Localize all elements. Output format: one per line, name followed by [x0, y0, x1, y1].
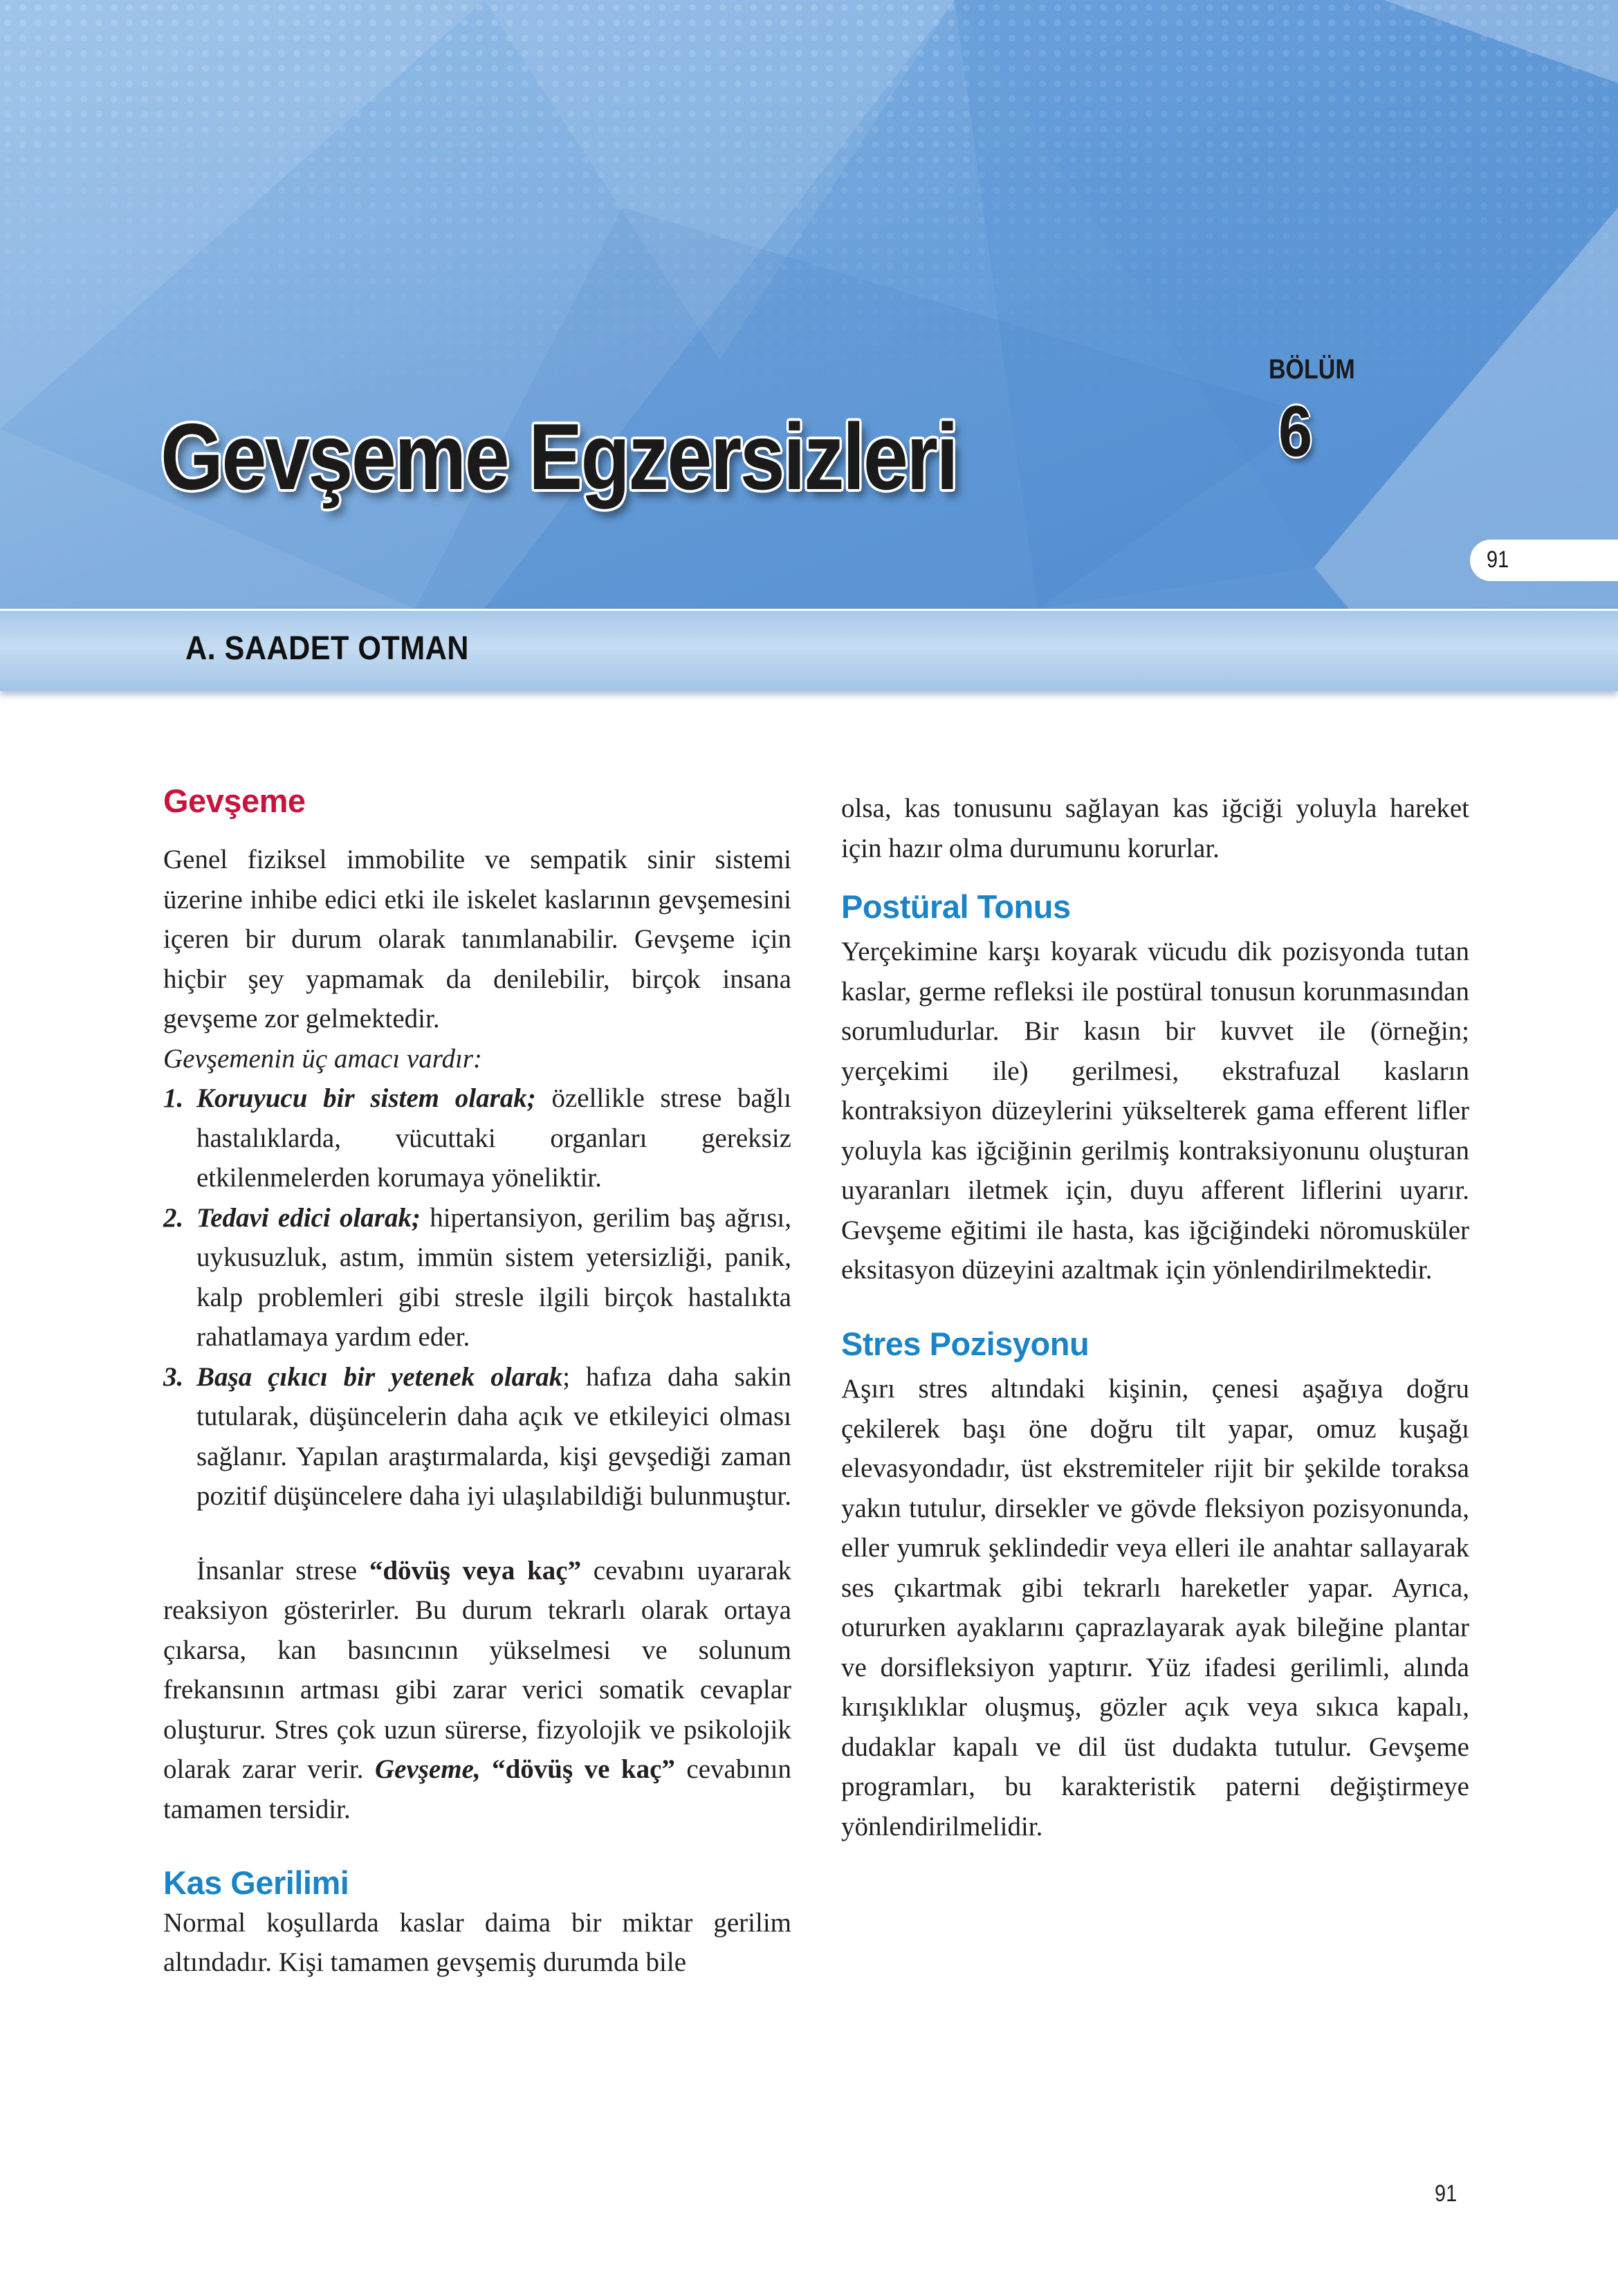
chapter-banner: [0, 0, 1618, 609]
intro-paragraph: Genel fiziksel immobilite ve sempatik sinir sistemi üzerine inhibe edici etki ile iskelet kaslarının gevşemesini içeren bir durum olarak tanımlanabilir. Gevşeme için hiçbir şey yapmamak da denilebilir, birçok insana gevşeme zor gelmektedir.: [163, 845, 791, 1034]
list-item-text: özellikle strese bağlı hastalıklarda, vücuttaki organları gereksiz etkilenmelerden korumaya yöneliktir.: [196, 1083, 791, 1193]
list-item-bold: Başa çıkıcı bir yetenek olarak: [196, 1361, 563, 1392]
aims-intro: Gevşemenin üç amacı vardır:: [163, 1043, 482, 1074]
section-heading-kas-gerilimi: Kas Gerilimi: [163, 1864, 349, 1902]
stress-paragraph: [163, 1551, 791, 1830]
stress-text-f: cevabının tamamen tersidir.: [163, 1754, 791, 1824]
chapter-label: BÖLÜM: [1269, 354, 1355, 385]
list-item-text: ; hafıza daha sakin tutularak, düşüncelerin daha açık ve etkileyici olması sağlanır. Yapılan araştırmalarda, kişi gevşediği zaman pozitif düşüncelere daha iyi ulaşılabildiği bulunmuştur.: [196, 1361, 792, 1512]
stress-text-e: “dövüş ve kaç”: [480, 1754, 675, 1785]
right-column: [841, 789, 1469, 1846]
stress-text-a: İnsanlar strese: [196, 1555, 369, 1586]
list-number: 1.: [163, 1083, 184, 1114]
kas-gerilimi-continued: olsa, kas tonusunu sağlayan kas iğciği yoluyla hareket için hazır olma durumunu korurlar.: [841, 793, 1469, 863]
page-number-bottom: 91: [1435, 2180, 1458, 2207]
left-column: [163, 782, 791, 1983]
author-name: A. SAADET OTMAN: [185, 630, 469, 667]
chapter-title: Gevşeme Egzersizleri: [160, 404, 957, 509]
section-heading-postural-tonus: Postüral Tonus: [841, 888, 1071, 925]
postural-tonus-paragraph: Yerçekimine karşı koyarak vücudu dik pozisyonda tutan kaslar, germe refleksi ile postüral tonusun korunmasından sorumludurlar. Bir kasın bir kuvvet ile (örneğin; yerçekimi ile) gerilmesi, ekstrafuzal kasların kontraksiyon düzeylerini yükselterek gama efferent lifler yoluyla kas iğciğinin gerilmiş kontraksiyonunu oluşturan uyaranları iletmek için, duyu afferent liflerini uyarır. Gevşeme eğitimi ile hasta, kas iğciğindeki nöromusküler eksitasyon düzeyini azaltmak için yönlendirilmektedir.: [841, 937, 1469, 1285]
list-item-bold: Koruyucu bir sistem olarak;: [196, 1083, 536, 1114]
list-item: [163, 1198, 791, 1357]
list-number: 3.: [163, 1361, 184, 1392]
stress-text-c: cevabını uyararak reaksiyon gösterirler. Bu durum tekrarlı olarak ortaya çıkarsa, kan basıncının yükselmesi ve solunum frekansının artması gibi zarar verici somatik cevaplar oluşturur. Stres çok uzun sürerse, fizyolojik ve psikolojik olarak zarar verir.: [163, 1555, 792, 1785]
kas-gerilimi-paragraph: Normal koşullarda kaslar daima bir miktar gerilim altındadır. Kişi tamamen gevşemiş durumda bile: [163, 1907, 791, 1978]
page-number-top: 91: [1487, 547, 1509, 573]
stress-text-d: Gevşeme,: [374, 1754, 481, 1785]
section-heading-gevseme: Gevşeme: [163, 782, 306, 819]
list-item: [163, 1357, 791, 1516]
section-heading-stres-pozisyonu: Stres Pozisyonu: [841, 1325, 1090, 1362]
chapter-number: 6: [1278, 392, 1313, 472]
list-item: [163, 1078, 791, 1198]
stress-text-b: “dövüş veya kaç”: [369, 1555, 582, 1586]
list-item-bold: Tedavi edici olarak;: [196, 1202, 421, 1233]
list-number: 2.: [163, 1202, 184, 1233]
stres-pozisyonu-paragraph: Aşırı stres altındaki kişinin, çenesi aşağıya doğru çekilerek başı öne doğru tilt yapar, omuz kuşağı elevasyondadır, üst ekstremiteler rijit bir şekilde toraksa yakın tutulur, dirsekler ve gövde fleksiyon pozisyonunda, eller yumruk şeklindedir veya elleri ile anahtar sallayarak ses çıkartmak gibi tekrarlı hareketler yapar. Ayrıca, otururken ayaklarını çaprazlayarak ayak bileğine plantar ve dorsifleksiyon yaptırır. Yüz ifadesi gerilimli, alında kırışıklıklar oluşmuş, gözler açık veya sıkıca kapalı, dudaklar kapalı ve dil üst dudakta tutulur. Gevşeme programları, bu karakteristik paterni değiştirmeye yönlendirilmelidir.: [841, 1374, 1469, 1842]
list-item-text: hipertansiyon, gerilim baş ağrısı, uykusuzluk, astım, immün sistem yetersizliği, panik, kalp problemleri gibi stresle ilgili birçok hastalıkta rahatlamaya yardım eder.: [196, 1202, 791, 1352]
